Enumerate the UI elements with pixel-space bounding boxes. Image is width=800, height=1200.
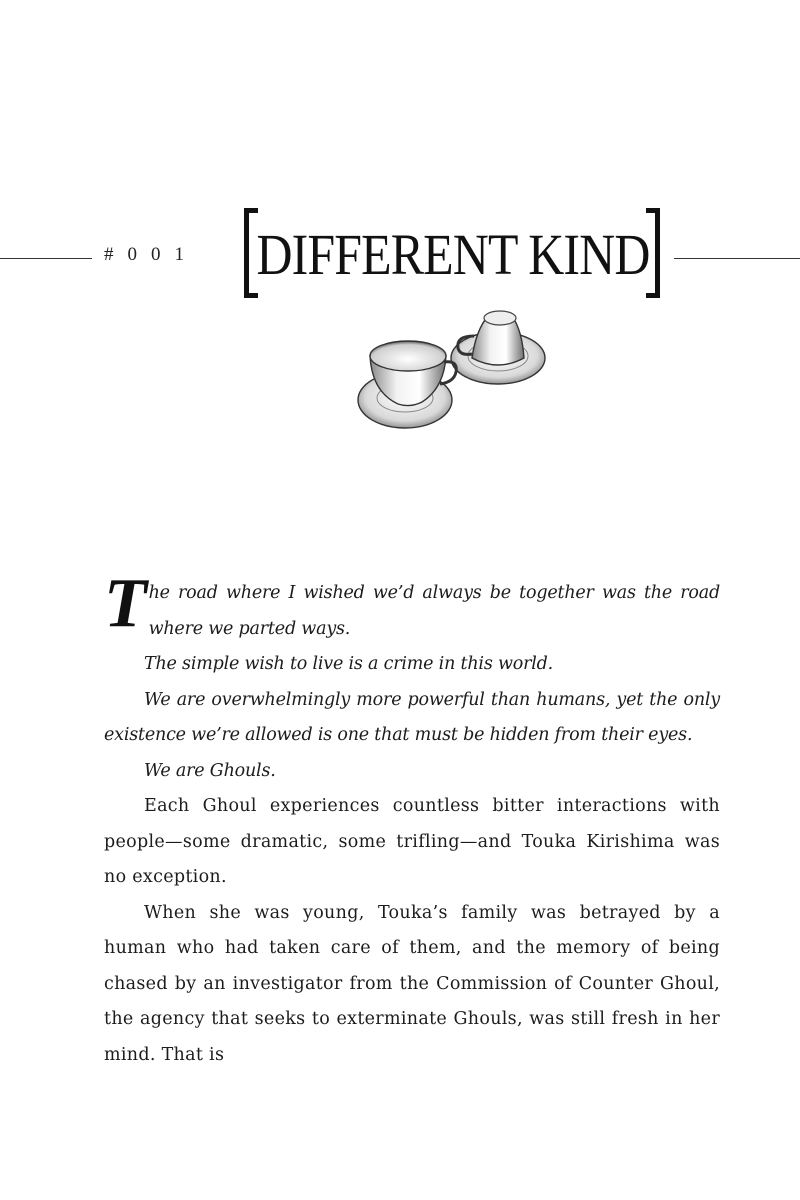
paragraph-2: The simple wish to live is a crime in this world. <box>144 654 554 674</box>
paragraph-4: We are Ghouls. <box>144 760 276 781</box>
paragraph-6: When she was young, Touka’s family was betrayed by a human who had taken care of them, and the memory of being chased by an investigator from the Commission of Counter Ghoul, the agency that seeks to exterminate Ghouls, was still fresh in her mind. That is <box>104 902 720 1065</box>
chapter-number: #001 <box>104 244 198 265</box>
paragraph-1 <box>104 565 720 647</box>
paragraph-1-text: he road where I wished we’d always be together was the road where we parted ways. <box>148 583 720 639</box>
header-rule-right <box>674 258 800 259</box>
title-bracket-right <box>646 208 660 298</box>
dropcap-letter: T <box>104 565 147 642</box>
paragraph-3: We are overwhelmingly more powerful than humans, yet the only existence we’re allowed is one that must be hidden from their eyes. <box>104 689 720 745</box>
paragraph-5: Each Ghoul experiences countless bitter interactions with people—some dramatic, some trifling—and Touka Kirishima was no exception. <box>104 796 720 887</box>
teacups-icon <box>350 300 550 435</box>
chapter-title: DIFFERENT KIND <box>256 221 650 287</box>
body-text <box>104 565 720 1073</box>
header-rule-left <box>0 258 92 259</box>
